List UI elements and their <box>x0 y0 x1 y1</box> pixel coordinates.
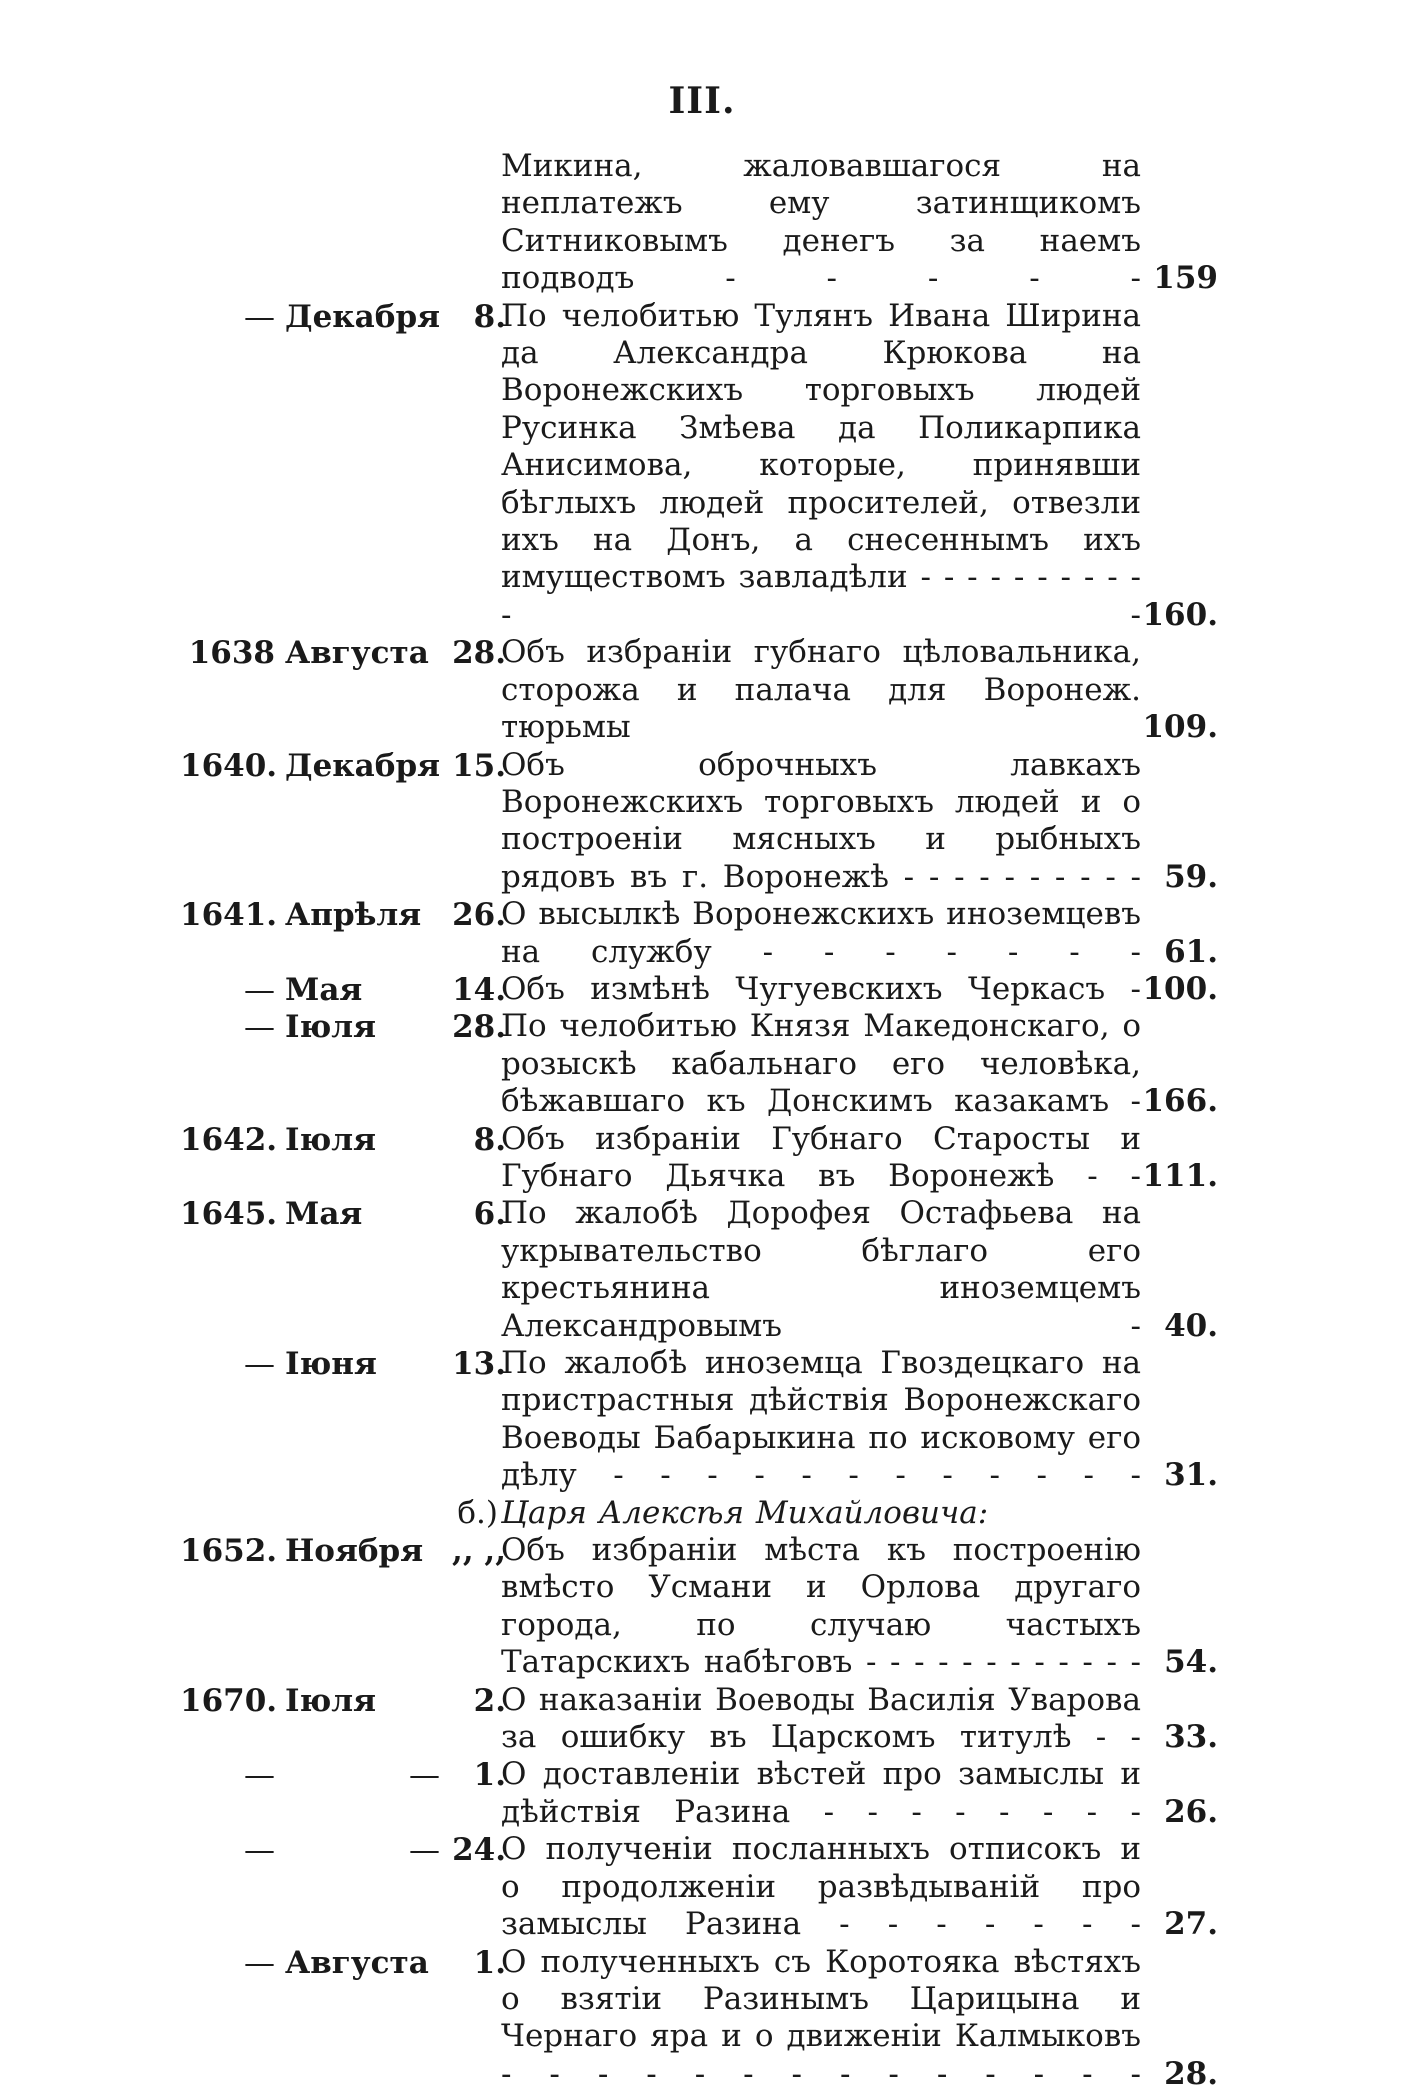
entry-year: — <box>180 1944 275 1982</box>
entry-date <box>180 634 500 672</box>
entry-text: Объ измѣнѣ Чугуевскихъ Черкасъ - <box>501 971 1141 1008</box>
entry-page-number: 166. <box>1138 1083 1218 1120</box>
entry-text: Объ оброчныхъ лавкахъ Воронежскихъ торговыхъ людей и о построеніи мясныхъ и рыбныхъ рядовъ въ г. Воронежѣ - - - - - - - - - - <box>501 747 1141 897</box>
entry-day: 14. <box>440 971 506 1009</box>
entry-text: О наказаніи Воеводы Василія Уварова за ошибку въ Царскомъ титулѣ - - <box>501 1682 1141 1757</box>
entry-page-number: 100. <box>1138 971 1218 1008</box>
index-entry <box>0 1195 1404 1345</box>
entry-day: 28. <box>440 1008 506 1046</box>
index-entry <box>0 747 1404 897</box>
entry-date <box>180 896 500 934</box>
entry-month: Іюня <box>285 1345 440 1383</box>
entry-page-number: 40. <box>1138 1308 1218 1345</box>
entry-day: 8. <box>440 298 506 336</box>
entry-text: По жалобѣ Дорофея Остафьева на укрывательство бѣглаго его крестьянина иноземцемъ Александровымъ - <box>501 1195 1141 1345</box>
entry-page-number: 160. <box>1138 597 1218 634</box>
entry-month: Іюля <box>285 1682 440 1720</box>
entry-month: Іюля <box>285 1008 440 1046</box>
section-number: б.) <box>440 1495 498 1532</box>
entry-year: — <box>180 1756 275 1794</box>
entry-day: 24. <box>440 1831 506 1869</box>
page-folio: III. <box>0 80 1404 122</box>
entry-day: 1. <box>440 1756 506 1794</box>
entry-day: 1. <box>440 1944 506 1982</box>
entry-page-number: 27. <box>1138 1906 1218 1943</box>
entry-day: 6. <box>440 1195 506 1233</box>
entry-date <box>180 1682 500 1720</box>
entry-text: Микина, жаловавшагося на неплатежъ ему затинщикомъ Ситниковымъ денегъ за наемъ подводъ - - - - - <box>501 148 1141 298</box>
entry-page-number: 159 <box>1138 260 1218 297</box>
entry-text: О полученіи посланныхъ отписокъ и о продолженіи развѣдываній про замыслы Разина - - - - - - - <box>501 1831 1141 1943</box>
entry-day: 2. <box>440 1682 506 1720</box>
entry-year: 1640. <box>180 747 275 785</box>
entry-text: Объ избраніи мѣста къ построенію вмѣсто Усмани и Орлова другаго города, по случаю частыхъ Татарскихъ набѣговъ - - - - - - - - - - - - <box>501 1532 1141 1682</box>
entry-date <box>180 298 500 336</box>
index-entries <box>0 148 1404 2093</box>
entry-month: Августа <box>285 634 440 672</box>
index-entry <box>0 1682 1404 1757</box>
index-entry <box>0 1831 1404 1943</box>
entry-year: — <box>180 1345 275 1383</box>
entry-year: — <box>180 1831 275 1869</box>
entry-year: 1642. <box>180 1121 275 1159</box>
entry-month: Декабря <box>285 747 440 785</box>
section-title: Царя Алексѣя Михайловича: <box>501 1495 1141 1532</box>
index-entry <box>0 896 1404 971</box>
entry-page-number: 61. <box>1138 934 1218 971</box>
entry-date <box>180 747 500 785</box>
entry-date <box>180 1532 500 1570</box>
entry-day: 28. <box>440 634 506 672</box>
entry-year: 1641. <box>180 896 275 934</box>
entry-page-number: 111. <box>1138 1158 1218 1195</box>
entry-text: О полученныхъ съ Коротояка вѣстяхъ о взятіи Разинымъ Царицына и Чернаго яра и о движеніи Калмыковъ - - - - - - - - - - - - - - <box>501 1944 1141 2093</box>
entry-day: 15. <box>440 747 506 785</box>
entry-date <box>180 1195 500 1233</box>
entry-month: Декабря <box>285 298 440 336</box>
entry-month: Ноября <box>285 1532 440 1570</box>
entry-page-number: 31. <box>1138 1457 1218 1494</box>
index-entry <box>0 1944 1404 2093</box>
entry-text: По жалобѣ иноземца Гвоздецкаго на пристрастныя дѣйствія Воронежскаго Воеводы Бабарыкина по исковому его дѣлу - - - - - - - - - - - - <box>501 1345 1141 1495</box>
entry-page-number: 28. <box>1138 2056 1218 2093</box>
entry-year: 1652. <box>180 1532 275 1570</box>
entry-day: 26. <box>440 896 506 934</box>
entry-year: — <box>180 1008 275 1046</box>
index-entry <box>0 148 1404 298</box>
entry-year: 1645. <box>180 1195 275 1233</box>
entry-text: По челобитью Князя Македонскаго, о розыскѣ кабальнаго его человѣка, бѣжавшаго къ Донскимъ казакамъ - <box>501 1008 1141 1120</box>
entry-day: 13. <box>440 1345 506 1383</box>
entry-year: — <box>180 298 275 336</box>
index-entry <box>0 1532 1404 1682</box>
entry-page-number: 33. <box>1138 1719 1218 1756</box>
entry-year: 1638 <box>180 634 275 672</box>
index-entry <box>0 1121 1404 1196</box>
entry-page-number: 54. <box>1138 1644 1218 1681</box>
entry-day: 8. <box>440 1121 506 1159</box>
entry-month: Апрѣля <box>285 896 440 934</box>
index-entry <box>0 1345 1404 1495</box>
index-entry <box>0 634 1404 746</box>
entry-text: По челобитью Тулянъ Ивана Ширина да Александра Крюкова на Воронежскихъ торговыхъ людей Русинка Змѣева да Поликарпика Анисимова, которые, принявши бѣглыхъ людей просителей, отвезли ихъ на Донъ, а снесеннымъ ихъ имуществомъ завладѣли - - - - - - - - - - - - <box>501 298 1141 635</box>
entry-text: О доставленіи вѣстей про замыслы и дѣйствія Разина - - - - - - - - <box>501 1756 1141 1831</box>
entry-text: О высылкѣ Воронежскихъ иноземцевъ на службу - - - - - - - <box>501 896 1141 971</box>
entry-date <box>180 1121 500 1159</box>
entry-page-number: 26. <box>1138 1794 1218 1831</box>
entry-page-number: 109. <box>1138 709 1218 746</box>
index-entry <box>0 1756 1404 1831</box>
entry-day: ,, ,, <box>440 1532 506 1570</box>
index-entry <box>0 1008 1404 1120</box>
entry-date <box>180 1831 500 1869</box>
entry-date <box>180 1345 500 1383</box>
entry-month: Августа <box>285 1944 440 1982</box>
entry-year: — <box>180 971 275 1009</box>
index-entry <box>0 298 1404 635</box>
entry-month: Іюля <box>285 1121 440 1159</box>
entry-text: Объ избраніи губнаго цѣловальника, сторожа и палача для Воронеж. тюрьмы <box>501 634 1141 746</box>
entry-month: — <box>285 1831 440 1869</box>
entry-date <box>180 971 500 1009</box>
entry-date <box>180 1008 500 1046</box>
entry-month: Мая <box>285 971 440 1009</box>
entry-date <box>180 1756 500 1794</box>
index-entry <box>0 971 1404 1008</box>
section-heading <box>0 1495 1404 1532</box>
entry-month: — <box>285 1756 440 1794</box>
entry-date <box>180 1944 500 1982</box>
entry-text: Объ избраніи Губнаго Старосты и Губнаго Дьячка въ Воронежѣ - - <box>501 1121 1141 1196</box>
entry-page-number: 59. <box>1138 859 1218 896</box>
entry-month: Мая <box>285 1195 440 1233</box>
entry-year: 1670. <box>180 1682 275 1720</box>
